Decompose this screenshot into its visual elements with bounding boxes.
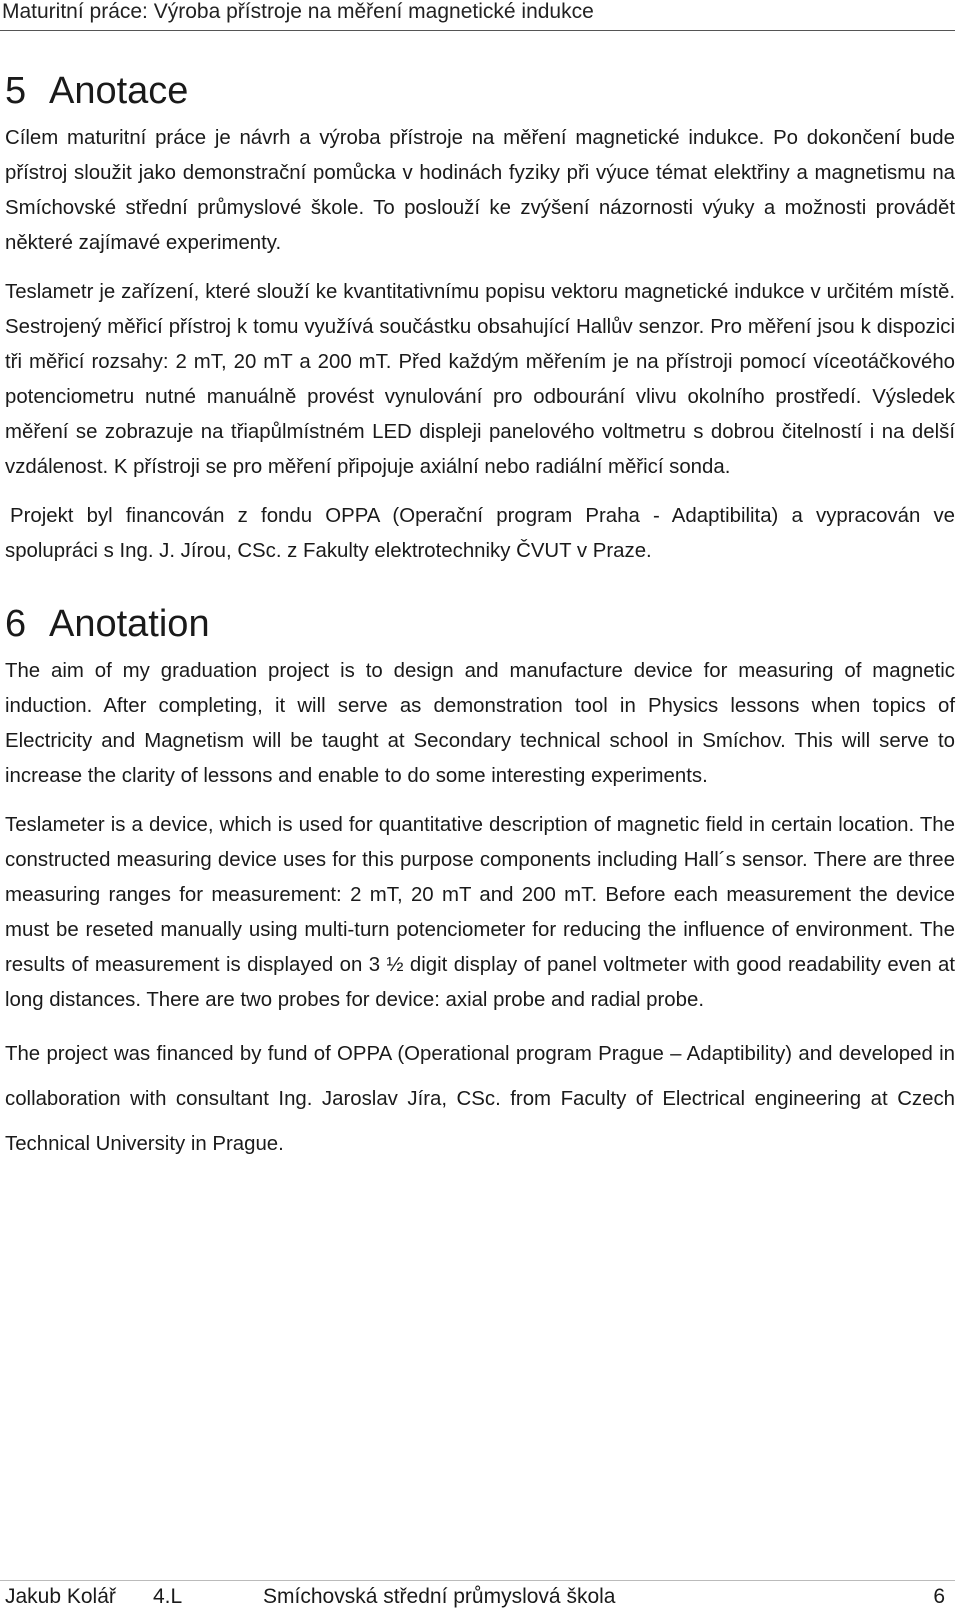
- footer-class: 4.L: [153, 1585, 183, 1608]
- header-divider: [0, 30, 955, 31]
- paragraph: Cílem maturitní práce je návrh a výroba přístroje na měření magnetické indukce. Po dokončení bude přístroj sloužit jako demonstrační pomůcka v hodinách fyziky při výuce témat elektřiny a magnetismu na Smíchovské střední průmyslové škole. To poslouží ke zvýšení názornosti výuky a možnosti provádět některé zajímavé experimenty.: [5, 127, 955, 254]
- footer-page-number: 6: [933, 1585, 945, 1608]
- section-anotation: [5, 603, 955, 1167]
- document-body: [5, 60, 955, 1181]
- section-heading: [5, 603, 955, 646]
- paragraph: The aim of my graduation project is to design and manufacture device for measuring of magnetic induction. After completing, it will serve as demonstration tool in Physics lessons when topics of Electricity and Magnetism will be taught at Secondary technical school in Smíchov. This will serve to increase the clarity of lessons and enable to do some interesting experiments.: [5, 660, 955, 787]
- section-title: Anotation: [49, 603, 210, 645]
- section-heading: [5, 70, 955, 113]
- footer-divider: [0, 1580, 955, 1581]
- paragraph: Teslameter is a device, which is used for quantitative description of magnetic field in certain location. The constructed measuring device uses for this purpose components including Hall´s sensor. There are three measuring ranges for measurement: 2 mT, 20 mT and 200 mT. Before each measurement the device must be reseted manually using multi-turn potenciometer for reducing the influence of environment. The results of measurement is displayed on 3 ½ digit display of panel voltmeter with good readability even at long distances. There are two probes for device: axial probe and radial probe.: [5, 814, 955, 1011]
- section-number: 6: [5, 603, 27, 645]
- footer-school: Smíchovská střední průmyslová škola: [263, 1585, 616, 1608]
- paragraph: Teslametr je zařízení, které slouží ke kvantitativnímu popisu vektoru magnetické indukce v určitém místě. Sestrojený měřicí přístroj k tomu využívá součástku obsahující Hallův senzor. Pro měření jsou k dispozici tři měřicí rozsahy: 2 mT, 20 mT a 200 mT. Před každým měřením je na přístroji pomocí víceotáčkového potenciometru nutné manuálně provést vynulování pro odbourání vlivu okolního prostředí. Výsledek měření se zobrazuje na třiapůlmístném LED displeji panelového voltmetru s dobrou čitelností i na delší vzdálenost. K přístroji se pro měření připojuje axiální nebo radiální měřicí sonda.: [5, 281, 955, 478]
- paragraph: The project was financed by fund of OPPA (Operational program Prague – Adaptibility) and developed in collaboration with consultant Ing. Jaroslav Jíra, CSc. from Faculty of Electrical engineering at Czech Technical University in Prague.: [5, 1043, 955, 1155]
- footer-author: Jakub Kolář: [5, 1585, 116, 1608]
- section-anotace: [5, 70, 955, 569]
- section-number: 5: [5, 70, 27, 112]
- section-title: Anotace: [49, 70, 189, 112]
- page-header-title: Maturitní práce: Výroba přístroje na měření magnetické indukce: [2, 0, 594, 23]
- paragraph: Projekt byl financován z fondu OPPA (Operační program Praha - Adaptibilita) a vypracován ve spolupráci s Ing. J. Jírou, CSc. z Fakulty elektrotechniky ČVUT v Praze.: [5, 505, 955, 562]
